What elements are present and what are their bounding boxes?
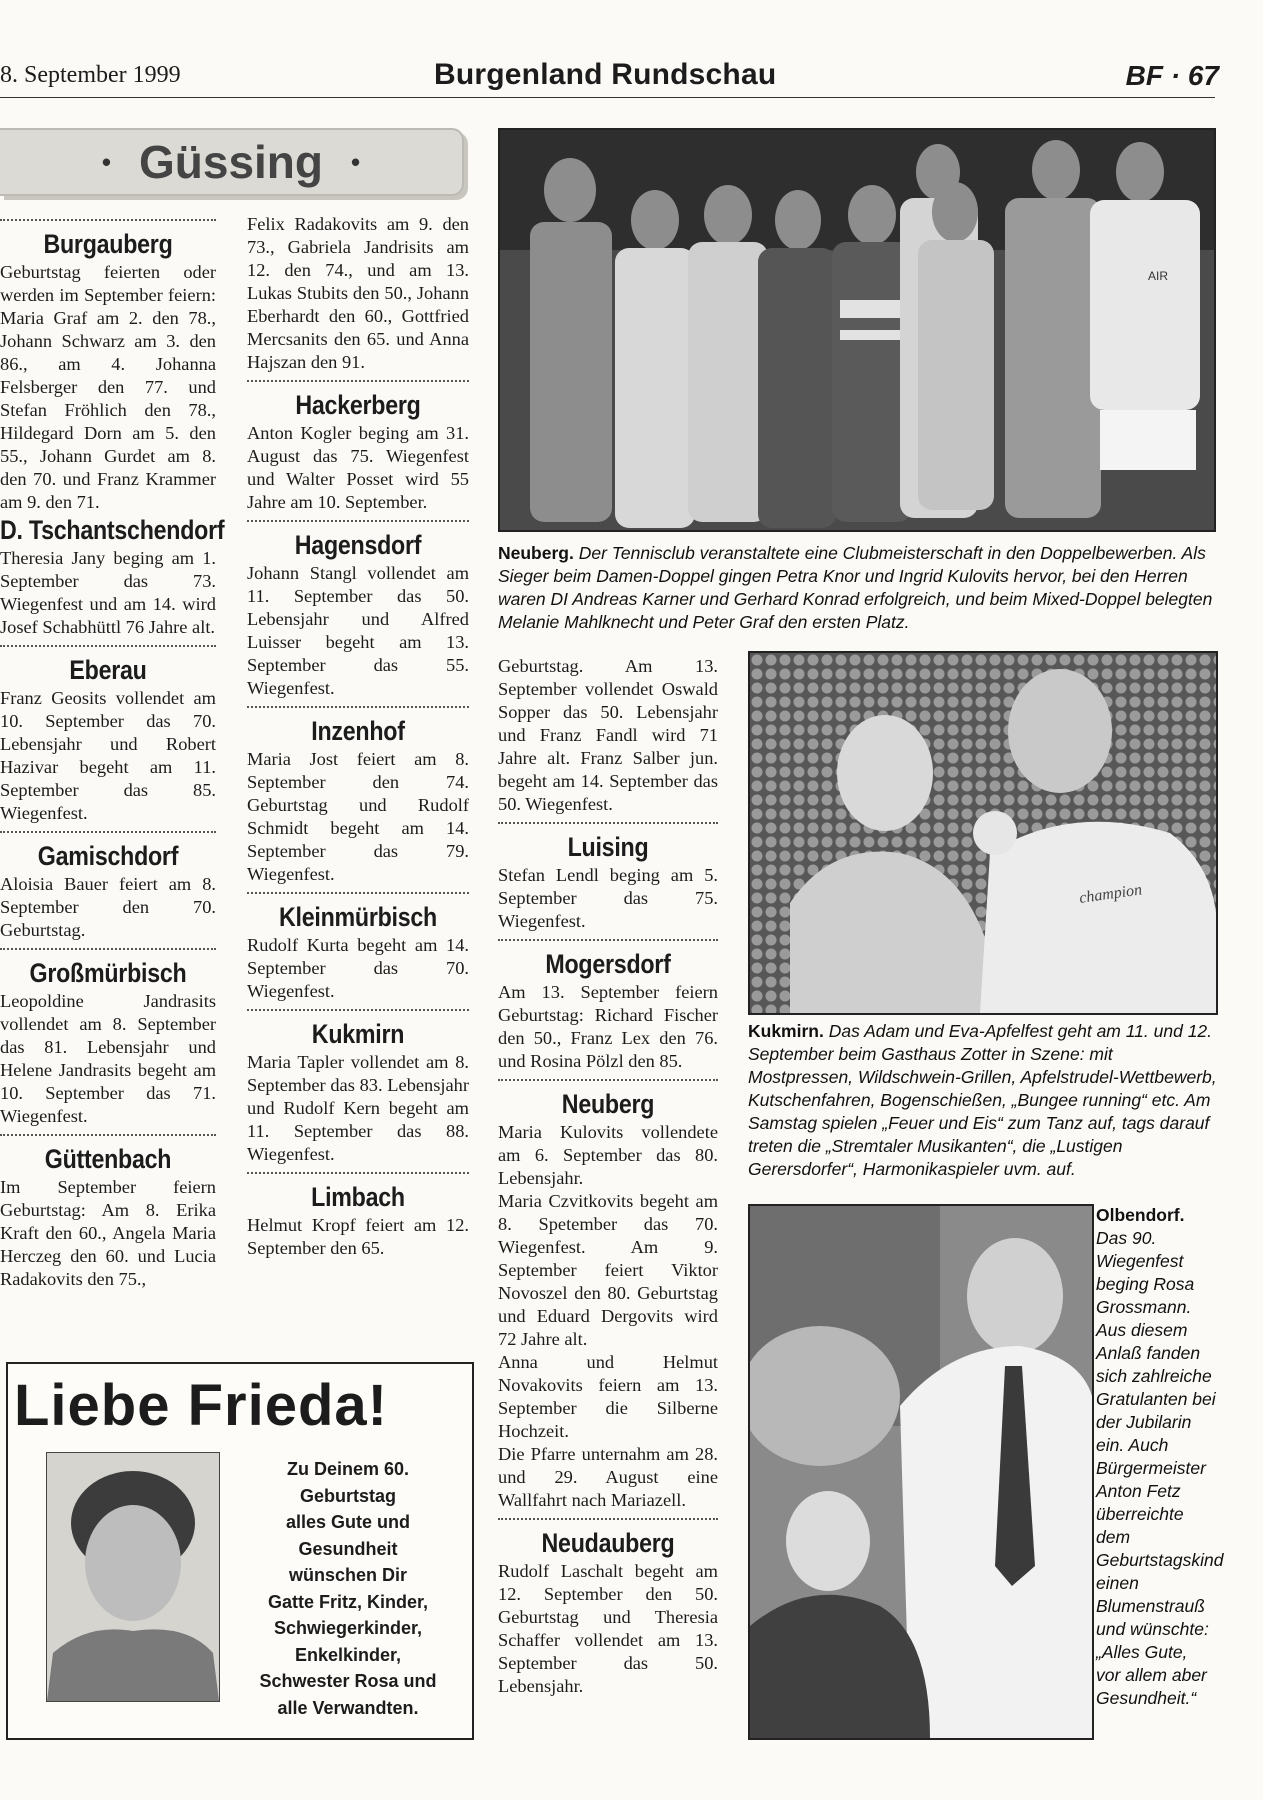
village-text: Theresia Jany beging am 1. September das 73. Wiegenfest und am 14. wird Josef Schabhüttl 76 Jahre alt. <box>0 548 216 637</box>
village-text: Helmut Kropf feiert am 12. September den 65. <box>247 1215 469 1258</box>
village-heading: Hackerberg <box>295 390 421 420</box>
village-heading: Güttenbach <box>44 1144 172 1174</box>
village-text: Aloisia Bauer feiert am 8. September den 70. Geburtstag. <box>0 874 216 940</box>
village-text: Stefan Lendl beging am 5. September das 75. Wiegenfest. <box>498 865 718 931</box>
bullet-icon: • <box>351 146 361 177</box>
apple-caption <box>748 1020 1218 1181</box>
caption-place: Kukmirn. <box>748 1021 824 1041</box>
ad-line: Schwester Rosa und <box>259 1671 437 1691</box>
dotted-separator <box>247 892 469 894</box>
village-heading: Kleinmürbisch <box>279 902 437 932</box>
header-rule <box>0 97 1215 98</box>
dotted-separator <box>0 948 216 950</box>
ad-line: wünschen Dir <box>288 1565 408 1585</box>
village-heading: Hagensdorf <box>294 530 422 560</box>
caption-text: Das Adam und Eva-Apfelfest geht am 11. und 12. September beim Gasthaus Zotter in Szene: mit Mostpressen, Wildschwein-Grillen, Apfelstrudel-Wettbewerb, Kutschenfahren, Bogenschießen, „Bungee running“ etc. Am Samstag spielen „Feuer und Eis“ zum Tanz auf, tags darauf treten die „Stremtaler Musikanten“, die „Lustigen Gerersdorfer“, Harmonikaspieler uvm. auf. <box>748 1021 1217 1179</box>
olbendorf-caption <box>1096 1204 1224 1710</box>
dotted-separator <box>0 831 216 833</box>
village-heading: Großmürbisch <box>29 958 187 988</box>
village-heading: Burgauberg <box>43 229 173 259</box>
birthday-ad <box>6 1362 474 1740</box>
ad-line: Zu Deinem 60. <box>286 1459 410 1479</box>
dotted-separator <box>498 1079 718 1081</box>
ad-title: Liebe Frieda! <box>14 1373 388 1438</box>
issue-date: 8. September 1999 <box>0 62 181 88</box>
village-heading: Gamischdorf <box>37 841 179 871</box>
village-heading: Neuberg <box>561 1089 655 1119</box>
region-name: Güssing <box>138 136 324 188</box>
village-text: Maria Jost feiert am 8. September den 74. Geburtstag und Rudolf Schmidt begeht am 14. September das 79. Wiegenfest. <box>247 749 469 884</box>
dotted-separator <box>0 219 216 221</box>
page-number: BF · 67 <box>1125 60 1219 91</box>
village-text: Rudolf Kurta begeht am 14. September das 70. Wiegenfest. <box>247 935 469 1001</box>
dotted-separator <box>0 645 216 647</box>
caption-text: Das 90. Wiegenfest beging Rosa Grossmann. Aus diesem Anlaß fanden sich zahlreiche Gratulanten bei der Jubilarin ein. Auch Bürgermeister Anton Fetz überreichte dem Geburtstagskind einen Blumenstrauß und wünschte: „Alles Gute, vor allem aber Gesundheit.“ <box>1096 1228 1224 1708</box>
ad-message <box>230 1456 466 1721</box>
village-text: Im September feiern Geburtstag: Am 8. Erika Kraft den 60., Angela Maria Herczeg den 60. und Lucia Radakovits den 75., <box>0 1177 216 1289</box>
dotted-separator <box>0 1134 216 1136</box>
village-heading: Kukmirn <box>311 1019 405 1049</box>
shirt-text: champion <box>1078 881 1144 907</box>
portrait-photo <box>46 1452 220 1702</box>
village-heading: Limbach <box>311 1182 405 1212</box>
village-heading: Luising <box>567 832 649 862</box>
dotted-separator <box>498 939 718 941</box>
ad-line: alle Verwandten. <box>277 1697 419 1718</box>
village-text: Johann Stangl vollendet am 11. September das 50. Lebensjahr und Alfred Luisser begeht am 13. September das 55. Wiegenfest. <box>247 563 469 698</box>
tennis-caption <box>498 542 1216 634</box>
village-text: Geburtstag feierten oder werden im September feiern: Maria Graf am 2. den 78., Johann Schwarz am 3. den 86., am 4. Johanna Felsberger den 77. und Stefan Fröhlich den 78., Hildegard Dorn am 5. den 55., Johann Gurdet am 8. den 70. und Franz Krammer am 9. den 71. <box>0 262 216 512</box>
village-text: Maria Tapler vollendet am 8. September das 83. Lebensjahr und Rudolf Kern begeht am 11. September das 88. Wiegenfest. <box>247 1052 469 1164</box>
village-text: Am 13. September feiern Geburtstag: Richard Fischer den 50., Franz Lex den 76. und Rosina Pölzl den 85. <box>498 982 718 1071</box>
ad-line: Gatte Fritz, Kinder, <box>267 1591 429 1612</box>
ad-line: Geburtstag <box>299 1485 396 1506</box>
ad-line: alles Gute und <box>285 1512 411 1532</box>
ad-line: Schwiegerkinder, <box>273 1618 423 1638</box>
tennis-club-photo <box>498 128 1216 532</box>
dotted-separator <box>247 706 469 708</box>
olbendorf-photo <box>748 1204 1094 1740</box>
village-text: Maria Kulovits vollendete am 6. September das 80. Lebensjahr. Maria Czvitkovits begeht am 8. Spetember das 70. Wiegenfest. Am 9. September feiert Viktor Novoszel den 80. Geburtstag und Eduard Dergovits wird 72 Jahre alt. Anna und Helmut Novakovits feiern am 13. September die Silberne Hochzeit. Die Pfarre unternahm am 28. und 29. August eine Wallfahrt nach Mariazell. <box>498 1122 718 1510</box>
dotted-separator <box>247 520 469 522</box>
newspaper-title: Burgenland Rundschau <box>434 58 777 91</box>
dotted-separator <box>247 1009 469 1011</box>
column-1 <box>0 213 225 1291</box>
olbendorf-image <box>750 1206 1092 1738</box>
shirt-text: AIR <box>1148 269 1169 283</box>
village-text: Rudolf Laschalt begeht am 12. September den 50. Geburtstag und Theresia Schaffer vollendet am 13. September das 50. Lebensjahr. <box>498 1561 718 1696</box>
region-banner <box>0 128 464 196</box>
apple-festival-photo <box>748 651 1218 1015</box>
village-heading: Mogersdorf <box>545 949 671 979</box>
tennis-group-image <box>500 130 1214 530</box>
dotted-separator <box>247 1172 469 1174</box>
village-text: Leopoldine Jandrasits vollendet am 8. September das 81. Lebensjahr und Helene Jandrasits begeht am 10. September das 71. Wiegenfest. <box>0 991 216 1126</box>
village-heading: Eberau <box>69 655 147 685</box>
caption-text: Der Tennisclub veranstaltete eine Clubmeisterschaft in den Doppelbewerben. Als Sieger beim Damen-Doppel gingen Petra Knor und Ingrid Kulovits hervor, bei den Herren waren DI Andreas Karner und Gerhard Konrad erfolgreich, und beim Mixed-Doppel belegten Melanie Mahlknecht und Peter Graf den ersten Platz. <box>498 543 1213 632</box>
apple-festival-image <box>750 653 1216 1013</box>
village-heading: Inzenhof <box>311 716 405 746</box>
ad-line: Enkelkinder, <box>294 1644 402 1665</box>
bullet-icon: • <box>101 146 111 177</box>
caption-place: Olbendorf. <box>1096 1205 1185 1225</box>
dotted-separator <box>498 1518 718 1520</box>
village-text: Franz Geosits vollendet am 10. September das 70. Lebensjahr und Robert Hazivar begeht am 11. September das 85. Wiegenfest. <box>0 688 216 823</box>
portrait-image <box>47 1453 219 1701</box>
caption-place: Neuberg. <box>498 543 574 563</box>
column-3 <box>498 655 718 1698</box>
dotted-separator <box>247 380 469 382</box>
column-2 <box>247 213 469 1260</box>
village-text: Felix Radakovits am 9. den 73., Gabriela Jandrisits am 12. den 74., und am 13. Lukas Stubits den 50., Johann Eberhardt den 60., Gottfried Mercsanits den 65. und Anna Hajszan den 91. <box>247 214 469 372</box>
dotted-separator <box>498 822 718 824</box>
ad-line: Gesundheit <box>298 1538 398 1559</box>
village-text: Geburtstag. Am 13. September vollendet Oswald Sopper das 50. Lebensjahr und Franz Fandl wird 71 Jahre alt. Franz Salber jun. begeht am 14. September das 50. Wiegenfest. <box>498 656 718 814</box>
village-heading: Neudauberg <box>541 1528 675 1558</box>
village-heading: D. Tschantschendorf <box>0 515 225 545</box>
village-text: Anton Kogler beging am 31. August das 75. Wiegenfest und Walter Posset wird 55 Jahre am 10. September. <box>247 423 469 512</box>
